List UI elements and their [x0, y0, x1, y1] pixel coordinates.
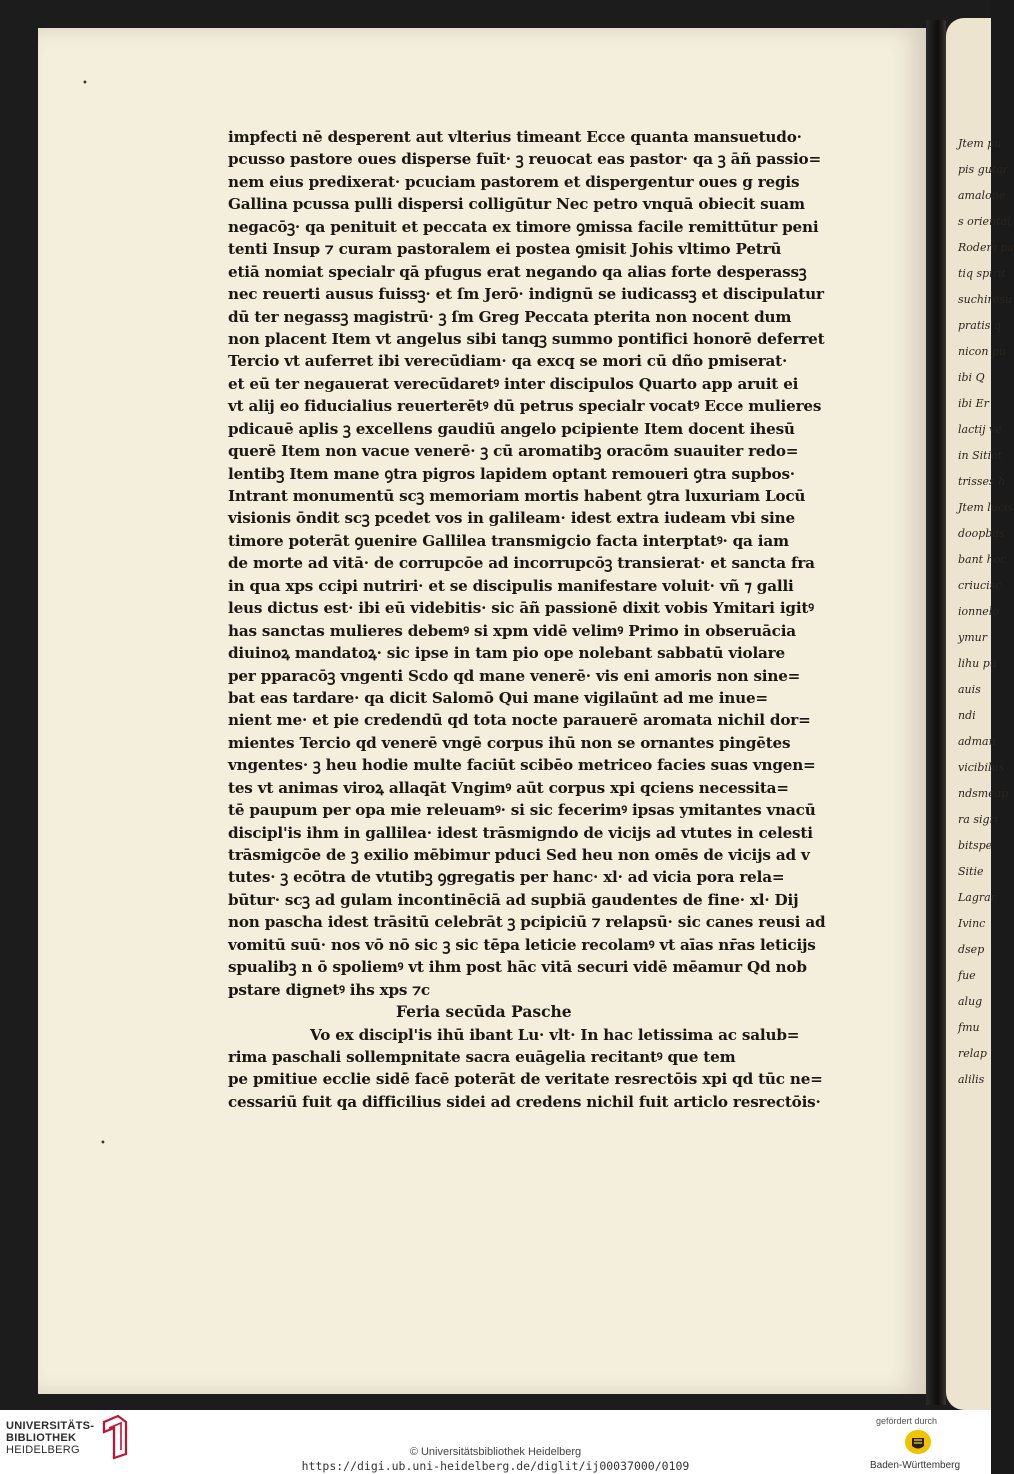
- adjacent-page-line: bant hoc: [958, 553, 1007, 566]
- copyright-notice: © Universitätsbibliothek Heidelberg: [409, 1446, 582, 1458]
- adjacent-page-line: ibi Er: [958, 397, 989, 410]
- adjacent-page-line: ibi Q: [958, 371, 985, 384]
- text-line: leus dictus est· ibi eū videbitis· sic āñ passionē dixit vobis Ymitari igitꝰ: [228, 599, 814, 618]
- text-line: visionis ōndit scꝫ pcedet vos in galileam· idest extra iudeam vbi sine: [228, 509, 795, 528]
- text-line: pstare dignetꝰ ihs xps ⁊c: [228, 980, 430, 999]
- text-line: in qua xps ccipi nutriri· et se discipulis manifestare voluit· vñ ⁊ galli: [228, 576, 794, 595]
- sponsor-name: Baden-Württemberg: [870, 1460, 961, 1471]
- text-line: non placent Item vt angelus sibi tanqꝫ summo pontifici honorē deferret: [228, 329, 825, 348]
- text-line: tes vt animas viroꝝ allaqāt Vngimꝰ aūt corpus xpi qciens necessita=: [228, 778, 789, 797]
- adjacent-page-line: doopbas: [958, 527, 1005, 540]
- text-line: lentibꝫ Item mane ꝯtra pigros lapidem optant remoueri ꝯtra supbos·: [228, 464, 795, 483]
- adjacent-page-line: ndi: [958, 709, 976, 722]
- adjacent-page-line: criucisc: [958, 579, 1002, 592]
- text-line: nem eius predixerat· pcuciam pastorem et dispergentur oues g regis: [228, 172, 800, 191]
- adjacent-page-line: suchiresu: [958, 293, 1012, 306]
- adjacent-page-line: ionnelo: [958, 605, 999, 618]
- adjacent-page-line: lihu pu: [958, 657, 997, 670]
- library-name-line1: UNIVERSITÄTS-: [6, 1420, 95, 1432]
- adjacent-page-line: fmu: [958, 1021, 980, 1034]
- adjacent-page-line: bitspe: [958, 839, 993, 852]
- text-line: de morte ad vitā· de corrupcōe ad incorrupcōꝫ transierat· et sancta fra: [228, 554, 815, 573]
- text-line: pe pmitiue ecclie sidē facē poterāt de veritate resrectōis xpi qd tūc ne=: [228, 1070, 823, 1089]
- text-line: per pparacōꝫ vngenti Scdo qd mane venerē· vis eni amoris non sine=: [228, 666, 801, 685]
- text-line: Vo ex discipl'is ihū ibant Lu· vlt· In hac letissima ac salub=: [310, 1025, 800, 1044]
- text-line: pcusso pastore oues disperse fuīt· ꝫ reuocat eas pastor· qa ꝫ āñ passio=: [228, 150, 821, 169]
- page-speck: •: [82, 78, 88, 89]
- adjacent-page-line: dsep: [958, 943, 985, 956]
- permalink-url[interactable]: https://digi.ub.uni-heidelberg.de/diglit/ij00037000/0109: [301, 1459, 690, 1473]
- adjacent-page-line: ndsmeap: [958, 787, 1009, 800]
- adjacent-page-line: Jtem lucis: [958, 501, 1014, 514]
- adjacent-page-line: amalone: [958, 189, 1006, 202]
- book-gutter: [926, 20, 946, 1405]
- library-name-line3: HEIDELBERG: [6, 1444, 80, 1456]
- adjacent-page-line: vicibilus: [958, 761, 1005, 774]
- text-line: vomitū suū· nos vō nō sic ꝫ sic tēpa leticie recolamꝰ vt aīas nr̄as leticijs: [228, 935, 816, 954]
- text-line: tenti Insup ⁊ curam pastoralem ei postea ꝯmisit Johis vltimo Petrū: [228, 240, 782, 259]
- adjacent-page-line: nicon pu: [958, 345, 1007, 358]
- text-line: rima paschali sollempnitate sacra euāgelia recitantꝰ que tem: [228, 1047, 736, 1066]
- text-line: querē Item non vacue venerē· ꝫ cū aromatibꝫ oracōm suauiter redo=: [228, 442, 799, 461]
- adjacent-page-line: lactij ve: [958, 423, 1002, 436]
- page-text-block: [228, 126, 850, 1113]
- text-line: Tercio vt auferret ibi verecūdiam· qa excq se mori cū dño pmiserat·: [228, 352, 788, 371]
- text-line: pdicauē aplis ꝫ excellens gaudiū angelo pcipiente Item docent ihesū: [228, 419, 795, 438]
- adjacent-page-line: Sitie: [958, 865, 984, 878]
- text-line: vt alij eo fiducialius reuerterētꝰ dū petrus specialr vocatꝰ Ecce mulieres: [228, 397, 822, 416]
- adjacent-page-line: Ivinc: [958, 917, 986, 930]
- text-line: tē paupum per opa mie releuamꝰ· si sic fecerimꝰ ipsas ymitantes vnacū: [228, 801, 816, 820]
- adjacent-page-line: in Sitiat: [958, 449, 1003, 462]
- text-line: nec reuerti ausus fuissꝫ· et ſm Jerō· indignū se iudicassꝫ et discipulatur: [228, 285, 824, 304]
- adjacent-page-line: Jtem pu: [958, 137, 1002, 150]
- adjacent-page-line: relap: [958, 1047, 987, 1060]
- adjacent-page-line: trisses h: [958, 475, 1006, 488]
- text-line: cessariū fuit qa difficilius sidei ad credens nichil fuit articlo resrectōis·: [228, 1092, 821, 1111]
- text-line: has sanctas mulieres debemꝰ si xpm vidē velimꝰ Primo in obseruācia: [228, 621, 796, 640]
- state-crest-icon: [904, 1428, 932, 1456]
- library-name-line2: BIBLIOTHEK: [6, 1432, 77, 1444]
- text-line: diuinoꝝ mandatoꝝ· sic ipse in tam pio ope nolebant sabbatū violare: [228, 644, 785, 663]
- text-line: Gallina pcussa pulli dispersi colligūtur Nec petro vnquā obiecit suam: [228, 195, 805, 214]
- page-speck: •: [100, 1138, 106, 1149]
- adjacent-page-line: auis: [958, 683, 981, 696]
- text-line: būtur· scꝫ ad gulam incontinēciā ad supbiā gaudentes de fine· xl· Dij: [228, 890, 799, 909]
- text-line: mientes Tercio qd venerē vngē corpus ihū non se ornantes pingētes: [228, 733, 791, 752]
- text-line: discipl'is ihm in gallilea· idest trāsmigndo de vicijs ad vtutes in celesti: [228, 823, 813, 842]
- text-line: spualibꝫ n ō spoliemꝰ vt ihm post hāc vitā securi vidē mēamur Qd nob: [228, 958, 807, 977]
- adjacent-page-edge: [946, 18, 1014, 1410]
- text-line: Intrant monumentū scꝫ memoriam mortis habent ꝯtra luxuriam Locū: [228, 487, 806, 505]
- adjacent-page-line: Rodem pa: [958, 241, 1014, 254]
- section-heading: Feria secūda Pasche: [396, 1002, 572, 1022]
- text-line: nient me· et pie credendū qd tota nocte parauerē aromata nichil dor=: [228, 711, 811, 730]
- text-line: dū ter negassꝫ magistrū· ꝫ ſm Greg Peccata pterita non nocent dum: [228, 307, 792, 326]
- text-line: impfecti nē desperent aut vlterius timeant Ecce quanta mansuetudo·: [228, 128, 802, 146]
- adjacent-page-line: ymur: [958, 631, 987, 644]
- adjacent-page-line: Lagrar: [958, 891, 996, 904]
- text-line: negacōꝫ· qa penituit et peccata ex timore ꝯmissa facile remittūtur peni: [228, 217, 819, 236]
- text-line: vngentes· ꝫ heu hodie multe faciūt scibēo metriceo facies suas vngen=: [228, 756, 816, 775]
- text-line: et eū ter negauerat verecūdaretꝰ inter discipulos Quarto app aruit ei: [228, 374, 799, 393]
- text-line: non pascha idest trāsitū celebrāt ꝫ pcipiciū ⁊ relapsū· sic canes reusi ad: [228, 913, 826, 932]
- adjacent-page-line: alug: [958, 995, 983, 1008]
- adjacent-page-line: s oriental: [958, 215, 1011, 228]
- adjacent-page-line: adman: [958, 735, 996, 748]
- adjacent-page-line: tiq spirit: [958, 267, 1006, 280]
- text-line: tutes· ꝫ ecōtra de vtutibꝫ ꝯgregatis per hanc· xl· ad vicia pora rela=: [228, 868, 785, 887]
- adjacent-page-line: pis gutar: [958, 163, 1009, 176]
- adjacent-page-line: fue: [958, 969, 976, 982]
- text-line: timore poterāt ꝯuenire Gallilea transmigcio facta interptatꝰ· qa iam: [228, 531, 789, 550]
- sponsor-label: gefördert durch: [876, 1416, 938, 1426]
- text-line: etiā nomiat specialr qā pfugus erat negando qa alias forte desperassꝫ: [228, 262, 807, 281]
- adjacent-page-line: ra sigri: [958, 813, 999, 826]
- adjacent-page-line: pratis q: [958, 319, 1001, 332]
- adjacent-page-line: alilis: [958, 1073, 985, 1086]
- text-line: bat eas tardare· qa dicit Salomō Qui mane vigilaūnt ad me inue=: [228, 688, 768, 707]
- text-line: trāsmigcōe de ꝫ exilio mēbimur pduci Sed heu non omēs de vicijs ad v: [228, 846, 810, 864]
